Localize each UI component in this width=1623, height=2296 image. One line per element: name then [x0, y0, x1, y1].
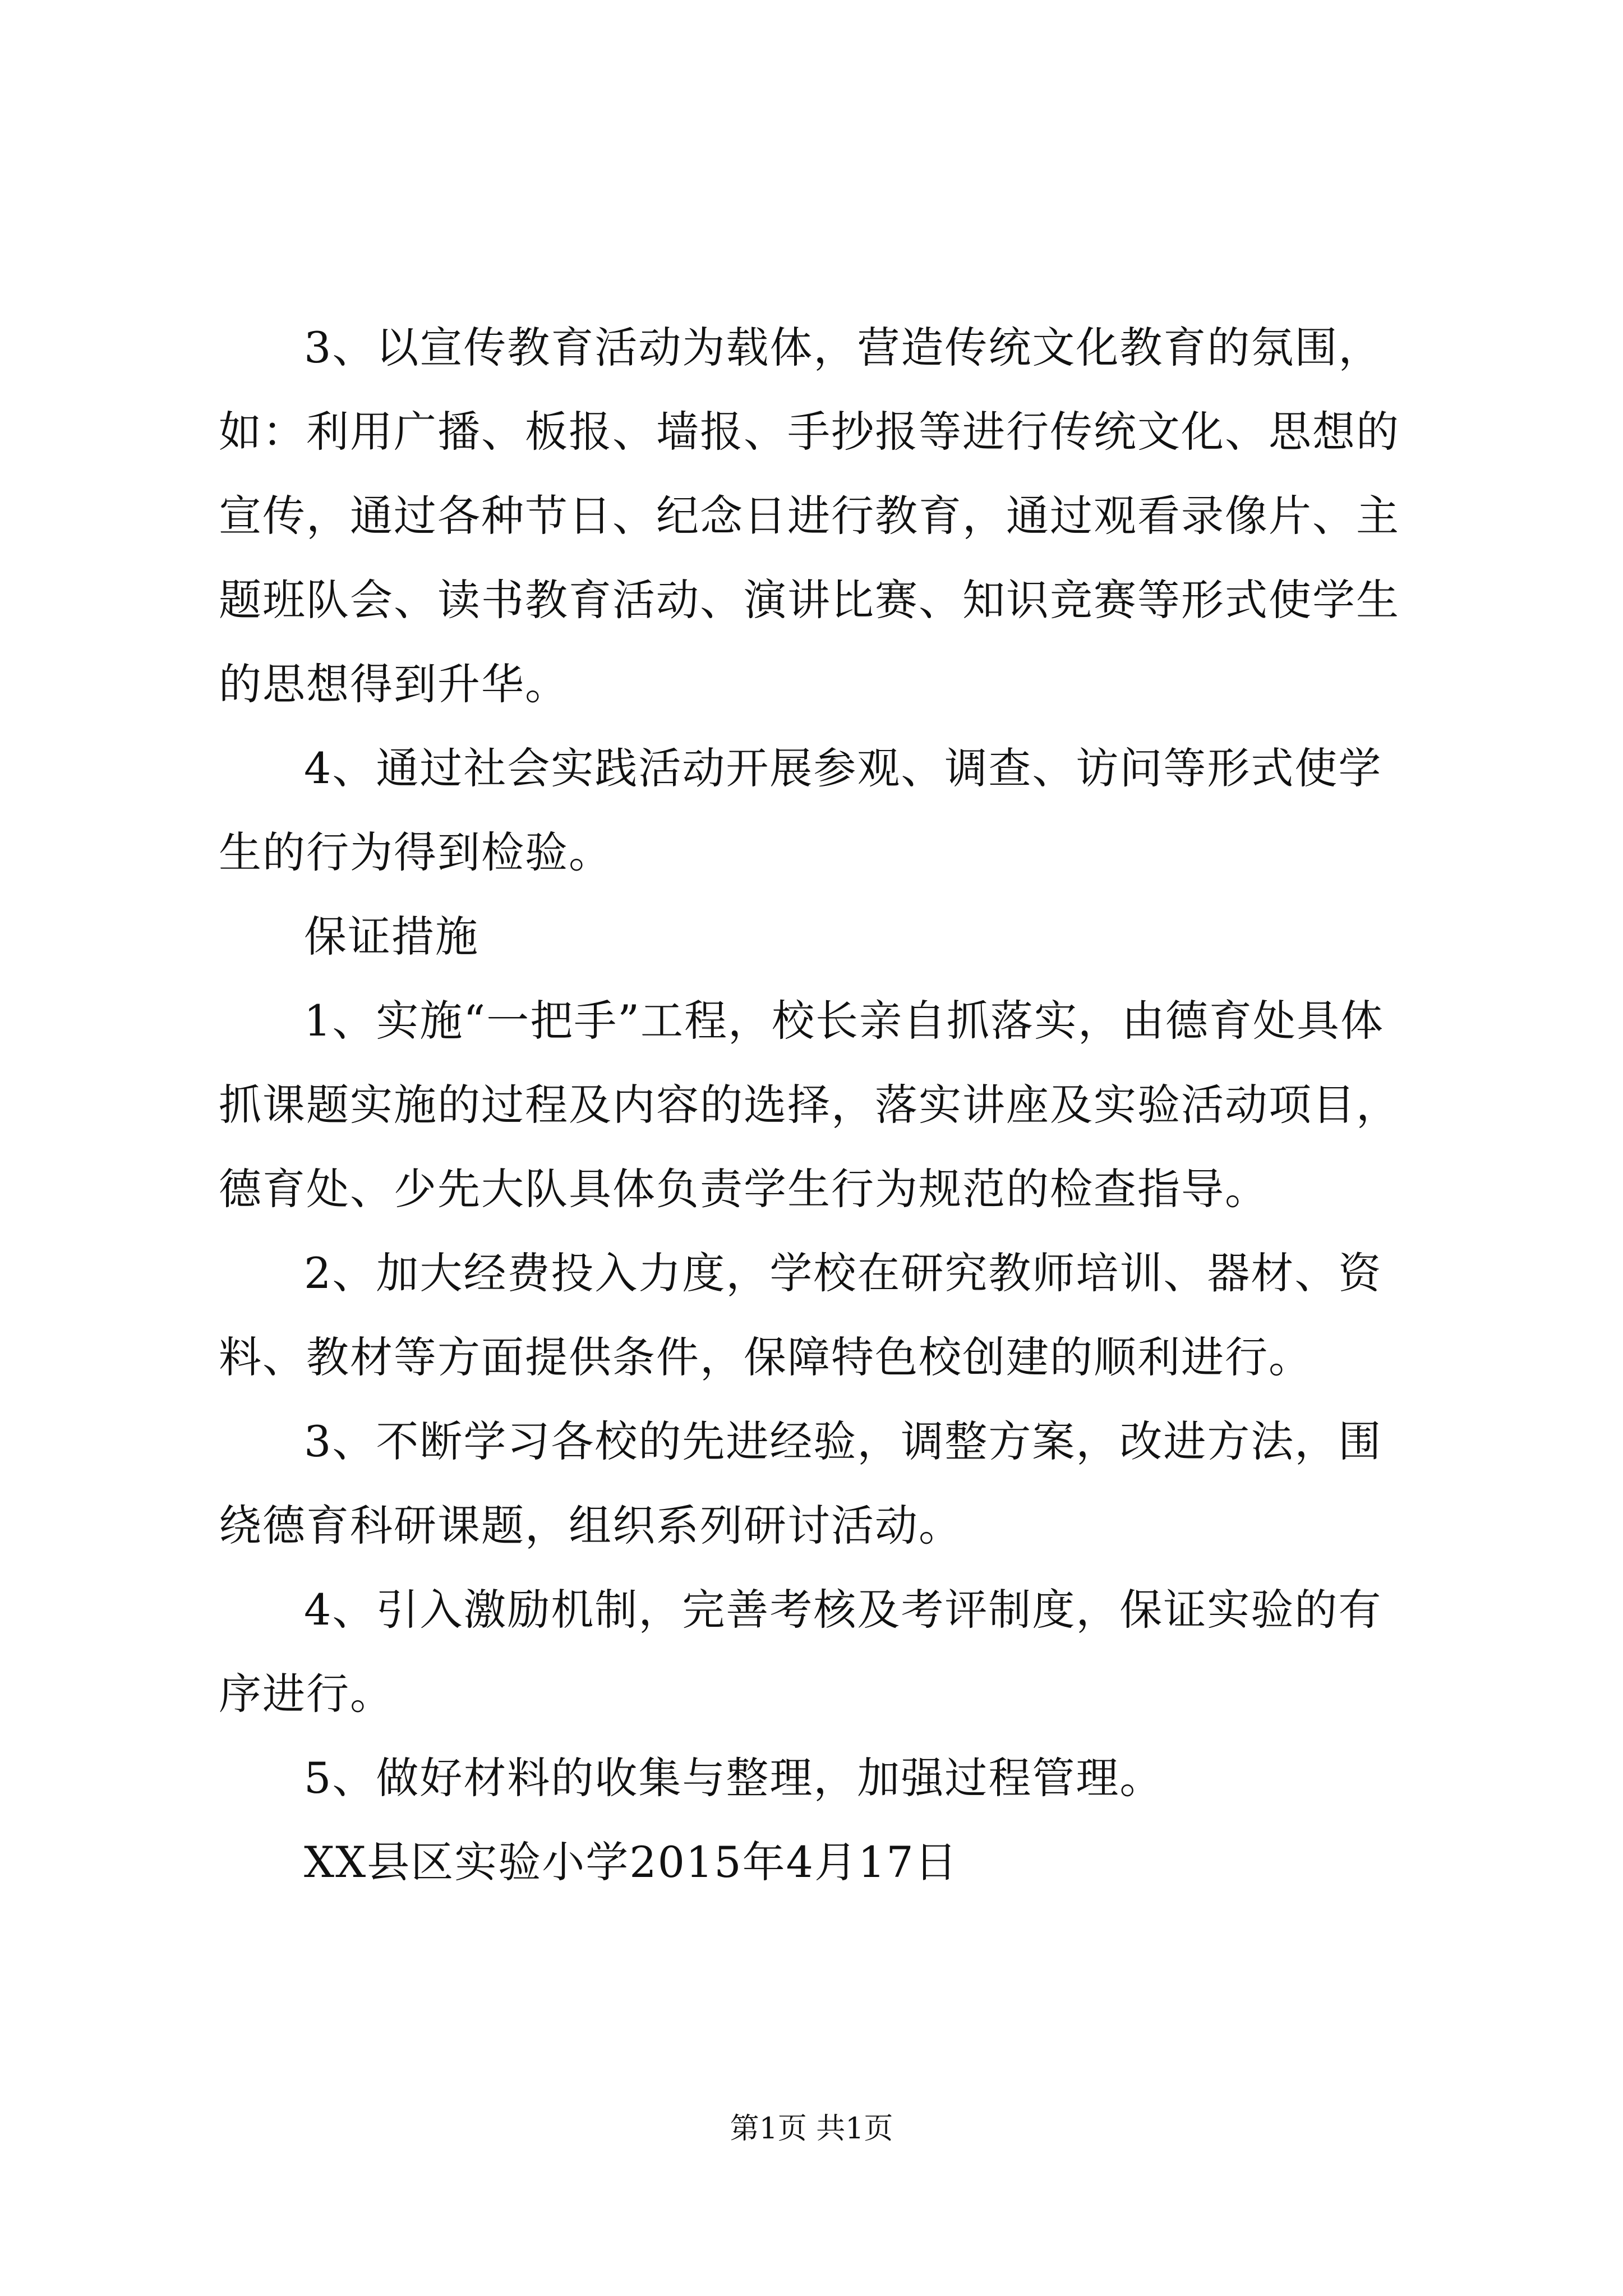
- section-heading-guarantee-measures: 保证措施: [304, 912, 479, 961]
- paragraph-item-4-social-practice: 4、通过社会实践活动开展参观、调查、访问等形式使学生的行为得到检验。: [219, 743, 1382, 877]
- paragraph-measure-3: 3、不断学习各校的先进经验，调整方案，改进方法，围绕德育科研课题，组织系列研讨活动。: [219, 1416, 1382, 1550]
- document-body: [219, 306, 1424, 1904]
- paragraph-measure-1: 1、实施“一把手”工程，校长亲自抓落实，由德育处具体抓课题实施的过程及内容的选择，落实讲座及实验活动项目，德育处、少先大队具体负责学生行为规范的检查指导。: [219, 996, 1400, 1214]
- paragraph-measure-5: 5、做好材料的收集与整理，加强过程管理。: [304, 1753, 1164, 1803]
- signature-line: XX县区实验小学2015年4月17日: [304, 1837, 958, 1887]
- paragraph-item-3-publicity: 3、以宣传教育活动为载体，营造传统文化教育的氛围，如：利用广播、板报、墙报、手抄报等进行传统文化、思想的宣传，通过各种节日、纪念日进行教育，通过观看录像片、主题班队会、读书教育活动、演讲比赛、知识竞赛等形式使学生的思想得到升华。: [219, 323, 1400, 709]
- paragraph-measure-4: 4、引入激励机制，完善考核及考评制度，保证实验的有序进行。: [219, 1585, 1382, 1719]
- page-footer: 第1页 共1页: [730, 2112, 893, 2146]
- paragraph-measure-2: 2、加大经费投入力度，学校在研究教师培训、器材、资料、教材等方面提供条件，保障特色校创建的顺利进行。: [219, 1248, 1382, 1382]
